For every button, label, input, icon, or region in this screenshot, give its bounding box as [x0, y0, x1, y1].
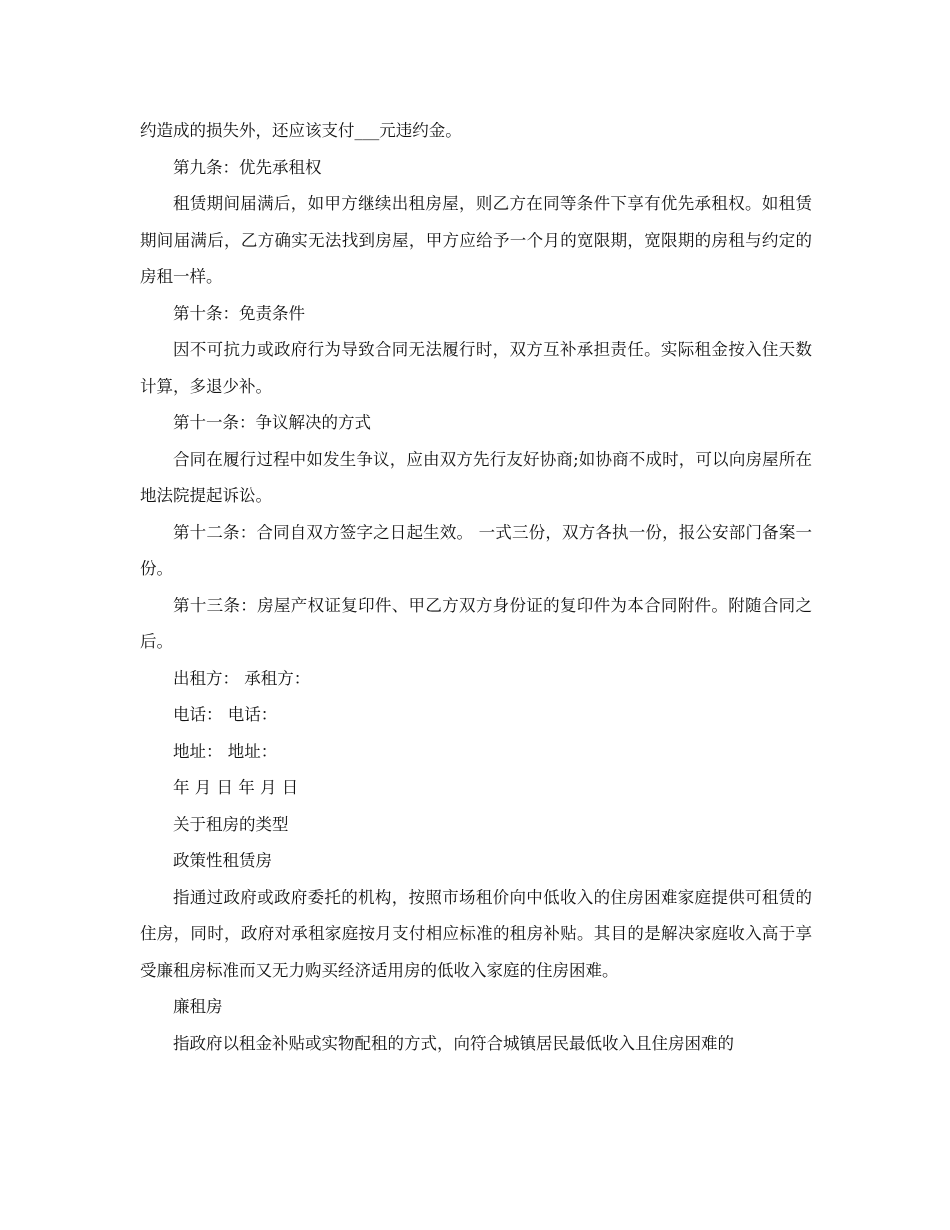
signature-date: 年 月 日 年 月 日: [173, 778, 299, 797]
signature-address: 地址： 地址：: [173, 741, 278, 761]
low-rent-body: 指政府以租金补贴或实物配租的方式，向符合城镇居民最低收入且住房困难的: [173, 1033, 734, 1053]
signature-parties: 出租方： 承租方：: [173, 668, 311, 688]
paragraph-continuation: 约造成的损失外，还应该支付___元违约金。: [140, 121, 462, 140]
section-heading-rental-types: 关于租房的类型: [173, 814, 289, 834]
article-11-body: 合同在履行过程中如发生争议，应由双方先行友好协商;如协商不成时，可以向房屋所在地法院提起诉讼。: [140, 449, 812, 505]
article-9-heading: 第九条：优先承租权: [173, 157, 322, 177]
article-12: 第十二条：合同自双方签字之日起生效。 一式三份，双方各执一份，报公安部门备案一份。: [140, 522, 812, 578]
article-10-heading: 第十条：免责条件: [173, 303, 305, 323]
subheading-policy-rental: 政策性租赁房: [173, 851, 272, 870]
article-13: 第十三条：房屋产权证复印件、甲乙方双方身份证的复印件为本合同附件。附随合同之后。: [140, 595, 812, 651]
document-body: [140, 113, 812, 1062]
signature-phone: 电话： 电话：: [173, 705, 278, 724]
policy-rental-body: 指通过政府或政府委托的机构，按照市场租价向中低收入的住房困难家庭提供可租赁的住房，同时，政府对承租家庭按月支付相应标准的租房补贴。其目的是解决家庭收入高于享受廉租房标准而又无力购买经济适用房的低收入家庭的住房困难。: [140, 887, 812, 980]
article-11-heading: 第十一条：争议解决的方式: [173, 413, 371, 432]
article-9-body: 租赁期间届满后，如甲方继续出租房屋，则乙方在同等条件下享有优先承租权。如租赁期间届满后，乙方确实无法找到房屋，甲方应给予一个月的宽限期，宽限期的房租与约定的房租一样。: [140, 194, 812, 286]
subheading-low-rent: 廉租房: [173, 997, 223, 1016]
article-10-body: 因不可抗力或政府行为导致合同无法履行时，双方互补承担责任。实际租金按入住天数计算，多退少补。: [140, 340, 812, 396]
